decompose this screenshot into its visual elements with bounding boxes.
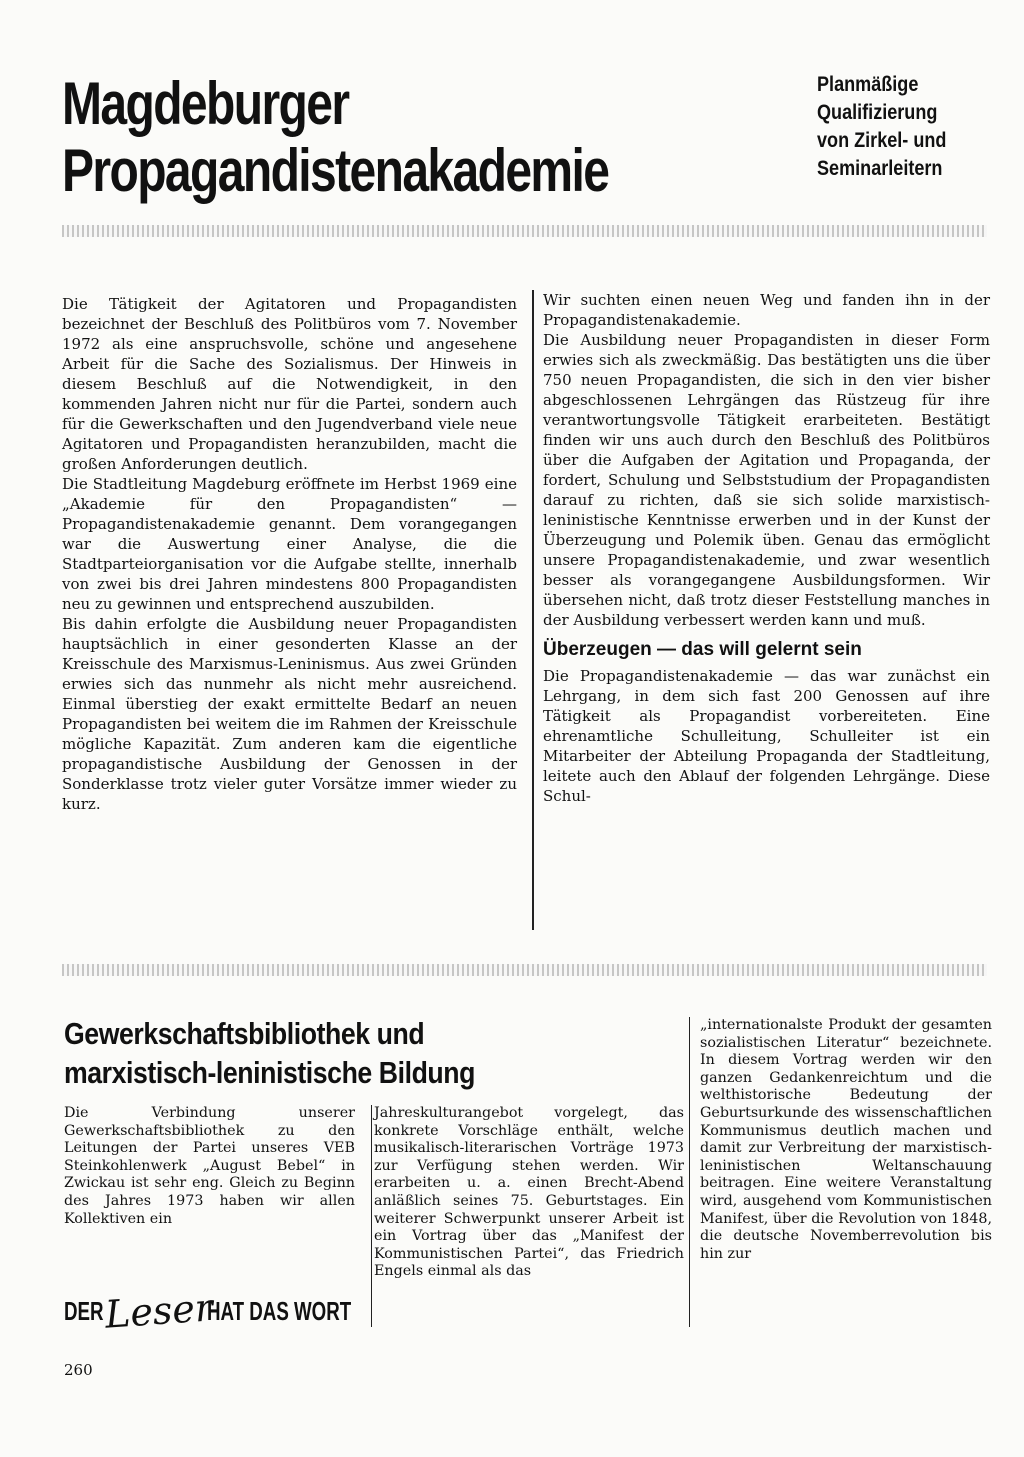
paragraph: Die Propagandistenakademie — das war zunächst ein Lehrgang, in dem sich fast 200 Genossen auf ihre Tätigkeit als Propagandist vorbereiteten. Eine ehrenamtliche Schulleitung, Schulleiter ist ein Mitarbeiter der Abteilung Propaganda der Stadtleitung, leitete auch den Ablauf der folgenden Lehrgänge. Diese Schul- <box>543 667 990 805</box>
article-2-column-1 <box>64 1105 355 1228</box>
paragraph: Die Verbindung unserer Gewerkschaftsbibliothek zu den Leitungen der Partei unseres VEB Steinkohlenwerk „August Bebel“ in Zwickau ist sehr eng. Gleich zu Beginn des Jahres 1973 haben wir allen Kollektiven ein <box>64 1105 355 1227</box>
article-2-title <box>64 1014 475 1092</box>
column-divider <box>689 1017 690 1327</box>
logo-script-text: Leser <box>103 1285 215 1337</box>
article-subtitle <box>817 71 946 183</box>
subtitle-line: von Zirkel- und <box>817 129 947 152</box>
paragraph: Die Ausbildung neuer Propagandisten in dieser Form erwies sich als zweckmäßig. Das bestätigten uns die über 750 neuen Propagandisten, die sich in den vier bisher abgeschlossenen Lehrgängen das Rüstzeug für ihre verantwortungsvolle Tätigkeit erarbeiteten. Bestätigt finden wir uns auch durch den Beschluß des Politbüros über die Aufgaben der Agitation und Propaganda, der fordert, Schulung und Selbststudium der Propagandisten darauf zu richten, daß sie sich solide marxistisch-leninistische Kenntnisse erwerben und in der Kunst der Überzeugung und Polemik üben. Genau das ermöglicht unsere Propagandistenakademie, und zwar wesentlich besser als vorangegangene Ausbildungsformen. Wir übersehen nicht, daß trotz dieser Feststellung manches in der Ausbildung verbessert werden kann und muß. <box>543 331 990 629</box>
column-divider <box>532 290 534 930</box>
article-right-column <box>543 290 990 806</box>
article-title-line-2: Propagandistenakademie <box>62 137 609 204</box>
logo-right-text: HAT DAS WORT <box>206 1295 351 1326</box>
paragraph: Jahreskulturangebot vorgelegt, das konkrete Vorschläge enthält, welche musikalisch-literarischen Vorträge 1973 zur Verfügung stehen werden. Wir erarbeiten u. a. einen Brecht-Abend anläßlich seines 75. Geburtstages. Ein weiterer Schwerpunkt unserer Arbeit ist ein Vortrag über das „Manifest der Kommunistischen Partei“, das Friedrich Engels einmal als das <box>374 1105 684 1280</box>
article-2-title-line-1: Gewerkschaftsbibliothek und <box>64 1016 425 1051</box>
article-2-title-line-2: marxistisch-leninistische Bildung <box>64 1055 475 1090</box>
article-2-column-3 <box>700 1017 992 1263</box>
paragraph: Die Stadtleitung Magdeburg eröffnete im Herbst 1969 eine „Akademie für den Propagandisten“ — Propagandistenakademie genannt. Dem vorangegangen war die Auswertung einer Analyse, die die Stadtparteiorganisation vor die Aufgabe stellte, innerhalb von zwei bis drei Jahren mindestens 800 Propagandisten neu zu gewinnen und entsprechend auszubilden. <box>62 475 517 613</box>
paragraph: Wir suchten einen neuen Weg und fanden ihn in der Propagandistenakademie. <box>543 291 990 329</box>
subtitle-line: Qualifizierung <box>817 101 938 124</box>
article-title-line-1: Magdeburger <box>62 70 349 137</box>
page-number: 260 <box>64 1361 93 1379</box>
column-divider <box>371 1105 372 1327</box>
article-2-column-2 <box>374 1105 684 1281</box>
paragraph: Bis dahin erfolgte die Ausbildung neuer Propagandisten hauptsächlich in einer gesonderten Klasse an der Kreisschule des Marxismus-Leninismus. Aus zwei Gründen erwies sich das nunmehr als nicht mehr ausreichend. Einmal überstieg der exakt ermittelte Bedarf an neuen Propagandisten bei weitem die im Rahmen der Kreisschule mögliche Kapazität. Zum anderen kam die eigentliche propagandistische Ausbildung der Genossen in der Sonderklasse trotz vieler guter Vorsätze immer wieder zu kurz. <box>62 615 517 813</box>
subtitle-line: Planmäßige <box>817 73 919 96</box>
leser-hat-das-wort-logo <box>64 1285 351 1337</box>
section-heading: Überzeugen — das will gelernt sein <box>543 639 862 660</box>
subtitle-line: Seminarleitern <box>817 157 943 180</box>
divider <box>62 225 987 237</box>
paragraph: Die Tätigkeit der Agitatoren und Propagandisten bezeichnet der Beschluß des Politbüros vom 7. November 1972 als eine anspruchsvolle, schöne und angesehene Arbeit für die Sache des Sozialismus. Der Hinweis in diesem Beschluß auf die Notwendigkeit, in den kommenden Jahren nicht nur für die Partei, sondern auch für die Gewerkschaften und den Jugendverband viele neue Agitatoren und Propagandisten heranzubilden, macht die großen Anforderungen deutlich. <box>62 295 517 473</box>
paragraph: „internationalste Produkt der gesamten sozialistischen Literatur“ bezeichnete. In diesem Vortrag werden wir den ganzen Gedankenreichtum und die welthistorische Bedeutung der Geburtsurkunde des wissenschaftlichen Kommunismus deutlich machen und damit zur Verbreitung der marxistisch-leninistischen Weltanschauung beitragen. Eine weitere Veranstaltung wird, ausgehend vom Kommunistischen Manifest, über die Revolution von 1848, die deutsche Novemberrevolution bis hin zur <box>700 1017 992 1262</box>
logo-left-text: DER <box>64 1295 104 1326</box>
article-title <box>62 70 608 204</box>
divider <box>62 964 987 976</box>
article-left-column <box>62 294 517 814</box>
